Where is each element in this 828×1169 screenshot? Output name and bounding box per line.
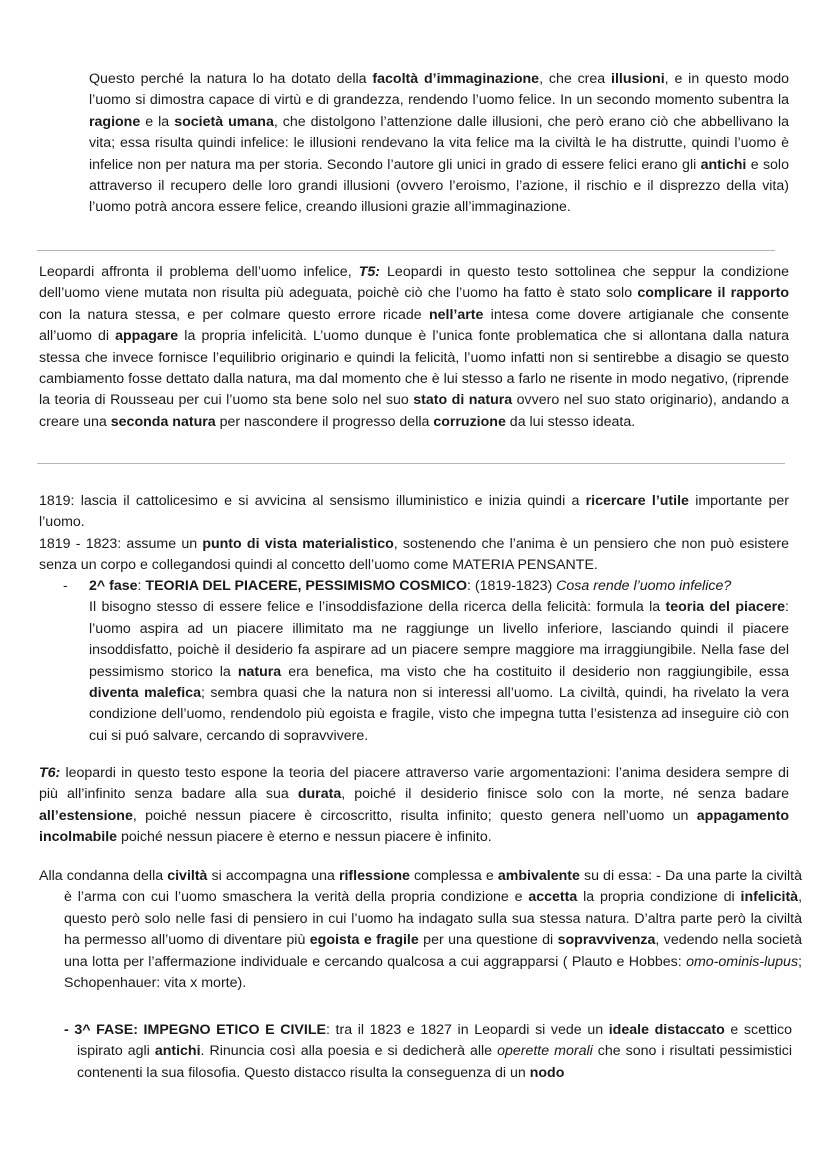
bold-text: durata <box>297 786 342 803</box>
text: ; Schopenhauer: vita x morte). <box>64 953 802 992</box>
bold-text: complicare il rapporto <box>637 285 789 302</box>
divider <box>37 250 775 251</box>
phase-2-item <box>63 576 789 747</box>
paragraph-t6 <box>39 763 789 849</box>
italic-question: Cosa rende l’uomo infelice? <box>556 578 732 594</box>
text: si accompagna una <box>207 868 339 884</box>
text-label: T6: <box>39 765 61 781</box>
text: Leopardi in questo testo sottolinea che seppur la condizione dell’uomo viene mutata non risulta più adeguata, poichè ciò che l’uomo ha fatto è stato solo <box>39 264 789 302</box>
text: : tra il 1823 e 1827 in Leopardi si vede un <box>325 1022 609 1038</box>
bold-text: egoista e fragile <box>309 932 419 949</box>
text: , che crea <box>539 71 612 87</box>
text: e solo attraverso il recupero delle loro grandi illusioni (ovvero l’eroismo, l’azione, il rischio e il disprezzo della vita) l’uomo potrà ancora essere felice, creando illusioni grazie all’immaginazione. <box>89 156 789 216</box>
bold-text: natura <box>237 663 282 680</box>
bold-text: appagare <box>115 328 179 345</box>
text: per nascondere il progresso della <box>215 413 434 430</box>
bold-text: TEORIA DEL PIACERE, PESSIMISMO COSMICO <box>145 578 468 594</box>
bold-text: 2^ fase <box>89 578 138 594</box>
text: Questo perché la natura lo ha dotato della <box>89 71 373 87</box>
phase-3-item <box>64 1020 792 1084</box>
italic-text: operette morali <box>497 1043 593 1060</box>
bold-text: antichi <box>154 1043 201 1060</box>
bold-text: antichi <box>700 156 747 173</box>
text: con la natura stessa, e per colmare questo errore ricade <box>39 306 429 323</box>
text: complessa e <box>409 868 498 884</box>
text: che sono i risultati pessimistici contenenti la sua filosofia. Questo distacco risulta la conseguenza di un <box>77 1043 792 1081</box>
paragraph-1819 <box>39 491 789 577</box>
bold-text: infelicità <box>740 889 799 906</box>
divider <box>37 463 785 464</box>
text: 1819 - 1823: assume un <box>39 535 203 552</box>
text: Alla condanna della <box>39 868 168 884</box>
text: , poiché il desiderio finisce solo con la morte, né senza badare <box>341 786 790 803</box>
bold-text: seconda natura <box>110 413 216 430</box>
text: importante per l’uomo. <box>39 493 790 531</box>
bold-text: ideale distaccato <box>608 1022 725 1038</box>
text: , sostenendo che l’anima è un pensiero che non può esistere senza un corpo e collegandosi quindi al concetto dell’uomo come MATERIA PENSANTE. <box>39 535 789 574</box>
text: e la <box>140 113 175 130</box>
text: : (1819-1823) <box>467 578 557 594</box>
bold-text: corruzione <box>433 413 506 430</box>
bold-text: facoltà d’immaginazione <box>372 71 540 87</box>
bold-text: nell’arte <box>428 306 484 323</box>
bold-text: accetta <box>528 889 578 906</box>
bold-text: stato di natura <box>413 392 513 409</box>
text: . Rinuncia così alla poesia e si dedicherà alle <box>200 1043 498 1060</box>
bold-text: sopravvivenza <box>557 932 656 949</box>
bold-text: nodo <box>529 1064 565 1081</box>
text: , che distolgono l’attenzione dalle illusioni, che però erano ciò che abbellivano la vita; essa risulta quindi infelice: le illusioni rendevano la vita felice ma la civiltà le ha distrutte, quindi l’uomo è infelice non per natura ma per storia. Secondo l’autore gli unici in grado di essere felici erano gli <box>89 113 789 173</box>
bold-text: appagamento incolmabile <box>39 807 789 846</box>
text: : <box>137 578 146 594</box>
bold-text: all’estensione <box>39 807 133 824</box>
bold-text: riflessione <box>338 868 410 884</box>
bold-text: teoria del piacere <box>665 599 786 616</box>
bold-text: - 3^ FASE: IMPEGNO ETICO E CIVILE <box>64 1022 326 1038</box>
text: , e in questo modo l’uomo si dimostra capace di virtù e di grandezza, rendendo l’uomo felice. In un secondo momento subentra la <box>89 71 790 109</box>
text: su di essa: - Da una parte la civiltà è l’arma con cui l’uomo smaschera la verità della propria condizione e <box>64 868 802 906</box>
text: intesa come dovere artigianale che consente all’uomo di <box>39 306 789 345</box>
text: 1819: lascia il cattolicesimo e si avvicina al sensismo illuministico e inizia quindi a <box>39 493 586 509</box>
text: ovvero nel suo stato originario), andando a creare una <box>39 392 789 430</box>
list-dash: - <box>63 578 68 594</box>
paragraph-civilta <box>39 866 802 994</box>
bold-text: ricercare l’utile <box>585 493 689 509</box>
bold-text: diventa malefica <box>89 685 201 702</box>
bold-text: ambivalente <box>497 868 580 884</box>
text: la propria infelicità. L’uomo dunque è l’unica fonte problematica che si allontana dalla natura stessa che invece fornisce l’equilibrio originario e quindi la felicità, l’uomo infatti non si sentirebbe a disagio se questo cambiamento fosse dettato dalla natura, ma dal momento che è lui stesso a farlo ne risente in modo negativo, (riprende la teoria di Rousseau per cui l’uomo sta bene solo nel suo <box>39 328 790 409</box>
bold-text: punto di vista materialistico <box>202 535 394 552</box>
bold-text: civiltà <box>167 868 208 884</box>
text: : l’uomo aspira ad un piacere illimitato ma ne raggiunge un livello inferiore, lasciando quindi il piacere insoddisfatto, poichè il desiderio fa aspirare ad un piacere sempre maggiore ma irraggiungibile. Nella fase del pessimismo storico la <box>89 599 789 680</box>
text: , poiché nessun piacere è circoscritto, risulta infinito; questo genera nell’uomo un <box>132 807 697 824</box>
paragraph-intro <box>89 69 789 219</box>
text: la propria condizione di <box>577 889 741 906</box>
text-label: T5: <box>358 264 380 280</box>
bold-text: ragione <box>89 113 141 130</box>
italic-text: omo-ominis-lupus <box>686 953 799 970</box>
paragraph-t5 <box>39 262 789 433</box>
text: ; sembra quasi che la natura non si interessi all’uomo. La civiltà, quindi, ha rivelato la vera condizione dell’uomo, rendendolo più egoista e fragile, visto che impegna tutta l’esistenza ad inseguire ciò con cui si puó salvare, cercando di sopravvivere. <box>89 685 789 744</box>
bold-text: illusioni <box>611 71 665 87</box>
text: da lui stesso ideata. <box>505 413 636 430</box>
text: poiché nessun piacere è eterno e nessun piacere è infinito. <box>117 829 492 846</box>
text: e scettico ispirato agli <box>77 1022 793 1060</box>
text: , vedendo nella società una lotta per l’affermazione individuale e cercando qualcosa a cui aggrapparsi ( Plauto e Hobbes: <box>64 932 802 970</box>
text: leopardi in questo testo espone la teoria del piacere attraverso varie argomentazioni: l’anima desidera sempre di più all’infinito senza badare alla sua <box>39 765 789 803</box>
bold-text: società umana <box>174 113 274 130</box>
text: Il bisogno stesso di essere felice e l’insoddisfazione della ricerca della felicità: formula la <box>89 599 666 616</box>
text: era benefica, ma visto che ha costituito il desiderio non raggiungibile, essa <box>281 663 789 680</box>
text: per una questione di <box>418 932 558 949</box>
text: , questo però solo nelle fasi di pensiero in cui l’uomo ha indagato sulla sua stessa natura. D’altra parte però la civiltà ha permesso all’uomo di diventare più <box>64 889 803 949</box>
text: Leopardi affronta il problema dell’uomo infelice, <box>39 264 359 280</box>
